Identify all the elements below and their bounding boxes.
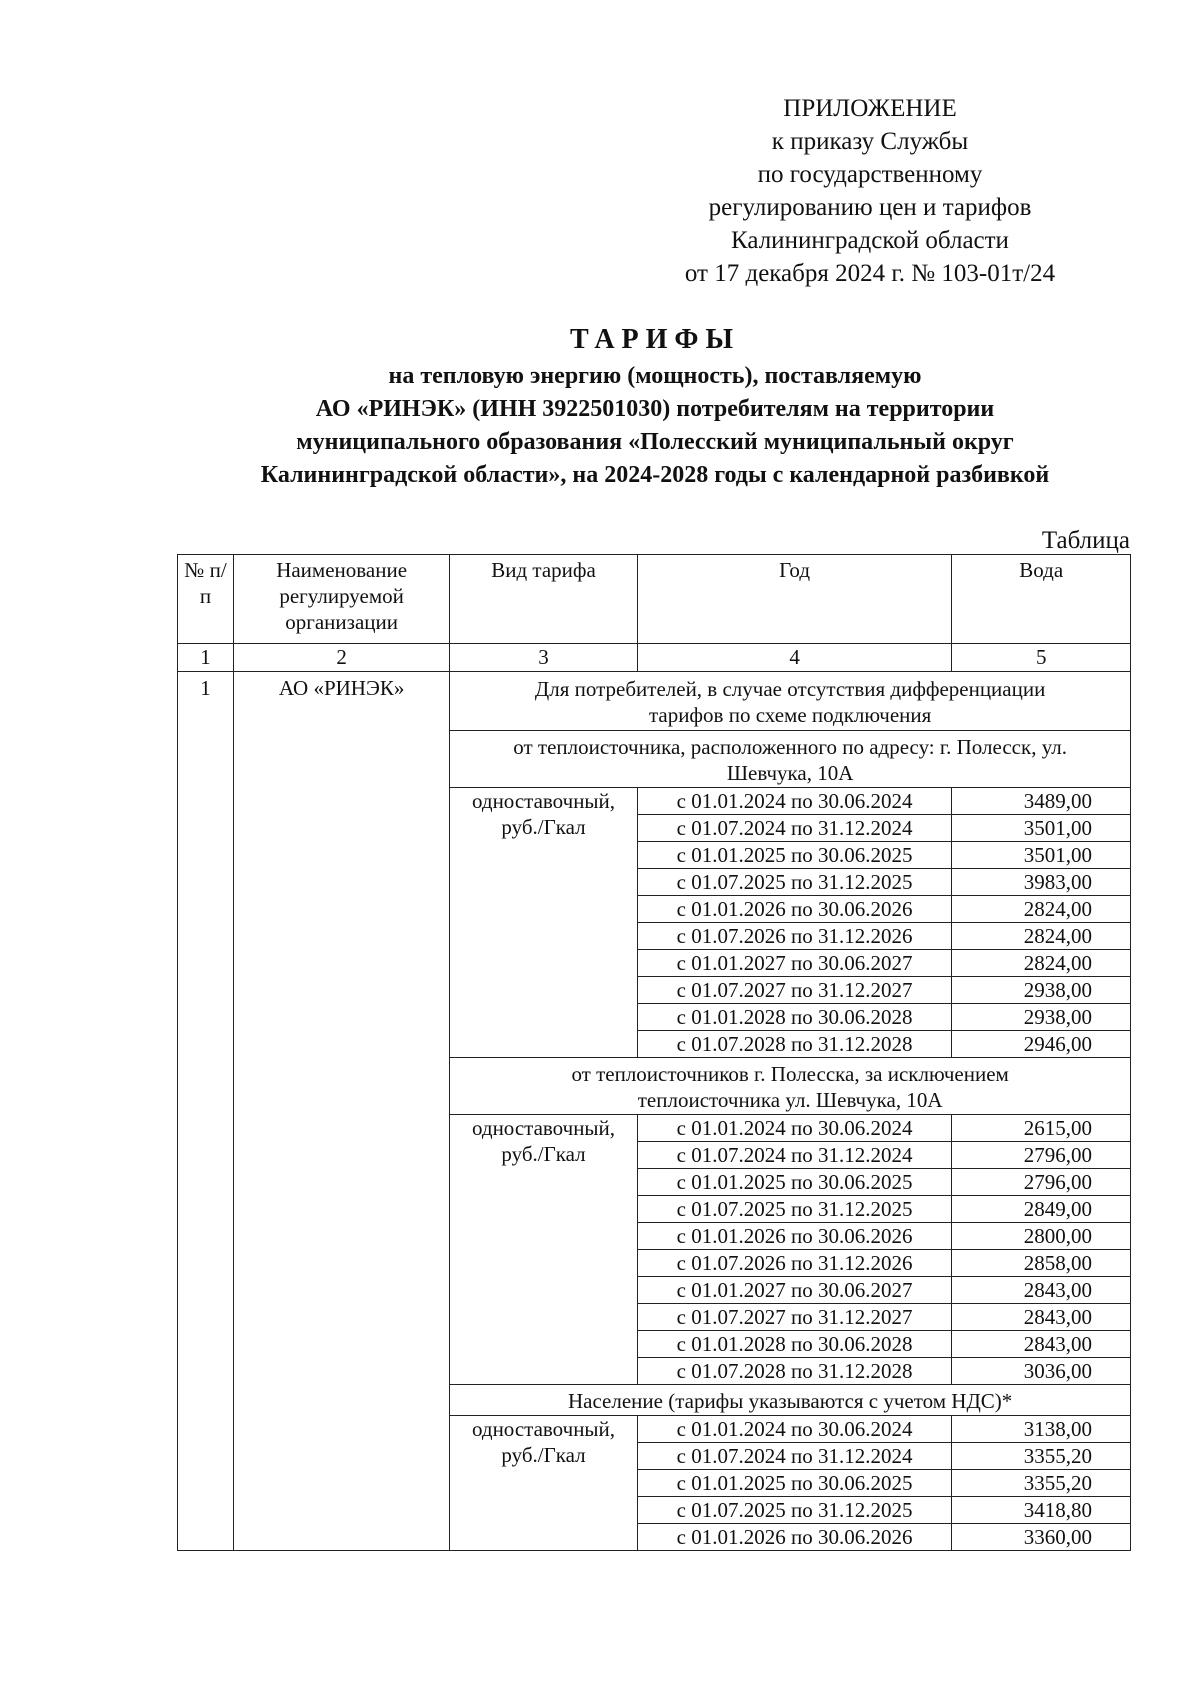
period-cell: с 01.07.2024 по 31.12.2024 [637, 1443, 952, 1470]
value-cell: 2824,00 [952, 950, 1131, 977]
value-cell: 3138,00 [952, 1416, 1131, 1443]
period-cell: с 01.01.2028 по 30.06.2028 [637, 1331, 952, 1358]
value-cell: 2849,00 [952, 1196, 1131, 1223]
value-cell: 3360,00 [952, 1524, 1131, 1551]
value-cell: 3501,00 [952, 815, 1131, 842]
period-cell: с 01.07.2028 по 31.12.2028 [637, 1358, 952, 1385]
appendix-line: от 17 декабря 2024 г. № 103-01т/24 [684, 260, 1056, 287]
appendix-line: по государственному [757, 161, 983, 188]
value-cell: 2843,00 [952, 1277, 1131, 1304]
period-cell: с 01.01.2025 по 30.06.2025 [637, 842, 952, 869]
period-cell: с 01.01.2026 по 30.06.2026 [637, 1524, 952, 1551]
period-cell: с 01.01.2027 по 30.06.2027 [637, 950, 952, 977]
period-cell: с 01.07.2028 по 31.12.2028 [637, 1031, 952, 1058]
period-cell: с 01.07.2027 по 31.12.2027 [637, 977, 952, 1004]
period-cell: с 01.01.2027 по 30.06.2027 [637, 1277, 952, 1304]
appendix-line: регулированию цен и тарифов [708, 194, 1032, 221]
value-cell: 2946,00 [952, 1031, 1131, 1058]
value-cell: 3355,20 [952, 1443, 1131, 1470]
period-cell: с 01.01.2024 по 30.06.2024 [637, 1115, 952, 1142]
value-cell: 2800,00 [952, 1223, 1131, 1250]
period-cell: с 01.01.2026 по 30.06.2026 [637, 1223, 952, 1250]
value-cell: 2824,00 [952, 923, 1131, 950]
value-cell: 3418,80 [952, 1497, 1131, 1524]
value-cell: 2615,00 [952, 1115, 1131, 1142]
period-cell: с 01.01.2026 по 30.06.2026 [637, 896, 952, 923]
period-cell: с 01.07.2026 по 31.12.2026 [637, 1250, 952, 1277]
appendix-line: Калининградской области [731, 227, 1009, 254]
tariff-kind: одноставочный, руб./Гкал [450, 1416, 637, 1551]
value-cell: 2796,00 [952, 1142, 1131, 1169]
period-cell: с 01.07.2025 по 31.12.2025 [637, 1196, 952, 1223]
value-cell: 2938,00 [952, 1004, 1131, 1031]
value-cell: 2824,00 [952, 896, 1131, 923]
value-cell: 3036,00 [952, 1358, 1131, 1385]
column-number: 3 [450, 644, 637, 672]
section-row [178, 672, 1131, 731]
header-water: Вода [952, 555, 1131, 644]
tariff-kind: одноставочный, руб./Гкал [450, 788, 637, 1058]
period-cell: с 01.01.2025 по 30.06.2025 [637, 1169, 952, 1196]
title-line: на тепловую энергию (мощность), поставляемую [388, 363, 922, 389]
column-number: 4 [637, 644, 952, 672]
title-main: ТАРИФЫ [570, 324, 740, 355]
document-title [170, 322, 1140, 492]
period-cell: с 01.07.2025 по 31.12.2025 [637, 1497, 952, 1524]
header-num: № п/п [178, 555, 234, 644]
value-cell: 3489,00 [952, 788, 1131, 815]
title-line: АО «РИНЭК» (ИНН 3922501030) потребителям на территории [315, 396, 995, 422]
period-cell: с 01.07.2025 по 31.12.2025 [637, 869, 952, 896]
row-number: 1 [178, 672, 234, 1551]
tariff-table [177, 554, 1131, 1551]
title-line: муниципального образования «Полесский муниципальный округ [296, 429, 1014, 455]
period-cell: с 01.01.2025 по 30.06.2025 [637, 1470, 952, 1497]
column-number-row [178, 644, 1131, 672]
column-number: 5 [952, 644, 1131, 672]
value-cell: 3501,00 [952, 842, 1131, 869]
section-title: Для потребителей, в случае отсутствия дифференциации тарифов по схеме подключения [450, 672, 1131, 731]
column-number: 1 [178, 644, 234, 672]
appendix-line: к приказу Службы [771, 128, 969, 155]
value-cell: 2858,00 [952, 1250, 1131, 1277]
header-org: Наименование регулируемой организации [233, 555, 449, 644]
period-cell: с 01.07.2026 по 31.12.2026 [637, 923, 952, 950]
period-cell: с 01.01.2028 по 30.06.2028 [637, 1004, 952, 1031]
column-number: 2 [233, 644, 449, 672]
period-cell: с 01.01.2024 по 30.06.2024 [637, 788, 952, 815]
period-cell: с 01.07.2024 по 31.12.2024 [637, 1142, 952, 1169]
period-cell: с 01.01.2024 по 30.06.2024 [637, 1416, 952, 1443]
value-cell: 2938,00 [952, 977, 1131, 1004]
appendix-block [660, 92, 1080, 290]
appendix-line: ПРИЛОЖЕНИЕ [783, 95, 957, 122]
table-header-row [178, 555, 1131, 644]
table-caption: Таблица [1041, 527, 1130, 554]
section-title: от теплоисточников г. Полесска, за исключением теплоисточника ул. Шевчука, 10А [450, 1058, 1131, 1115]
value-cell: 2796,00 [952, 1169, 1131, 1196]
section-title: Население (тарифы указываются с учетом НДС)* [450, 1385, 1131, 1416]
value-cell: 3355,20 [952, 1470, 1131, 1497]
value-cell: 2843,00 [952, 1304, 1131, 1331]
header-kind: Вид тарифа [450, 555, 637, 644]
title-line: Калининградской области», на 2024-2028 годы с календарной разбивкой [260, 462, 1050, 488]
value-cell: 3983,00 [952, 869, 1131, 896]
period-cell: с 01.07.2024 по 31.12.2024 [637, 815, 952, 842]
tariff-kind: одноставочный, руб./Гкал [450, 1115, 637, 1385]
header-year: Год [637, 555, 952, 644]
value-cell: 2843,00 [952, 1331, 1131, 1358]
organization-name: АО «РИНЭК» [233, 672, 449, 1551]
section-title: от теплоисточника, расположенного по адресу: г. Полесск, ул. Шевчука, 10А [450, 731, 1131, 788]
period-cell: с 01.07.2027 по 31.12.2027 [637, 1304, 952, 1331]
